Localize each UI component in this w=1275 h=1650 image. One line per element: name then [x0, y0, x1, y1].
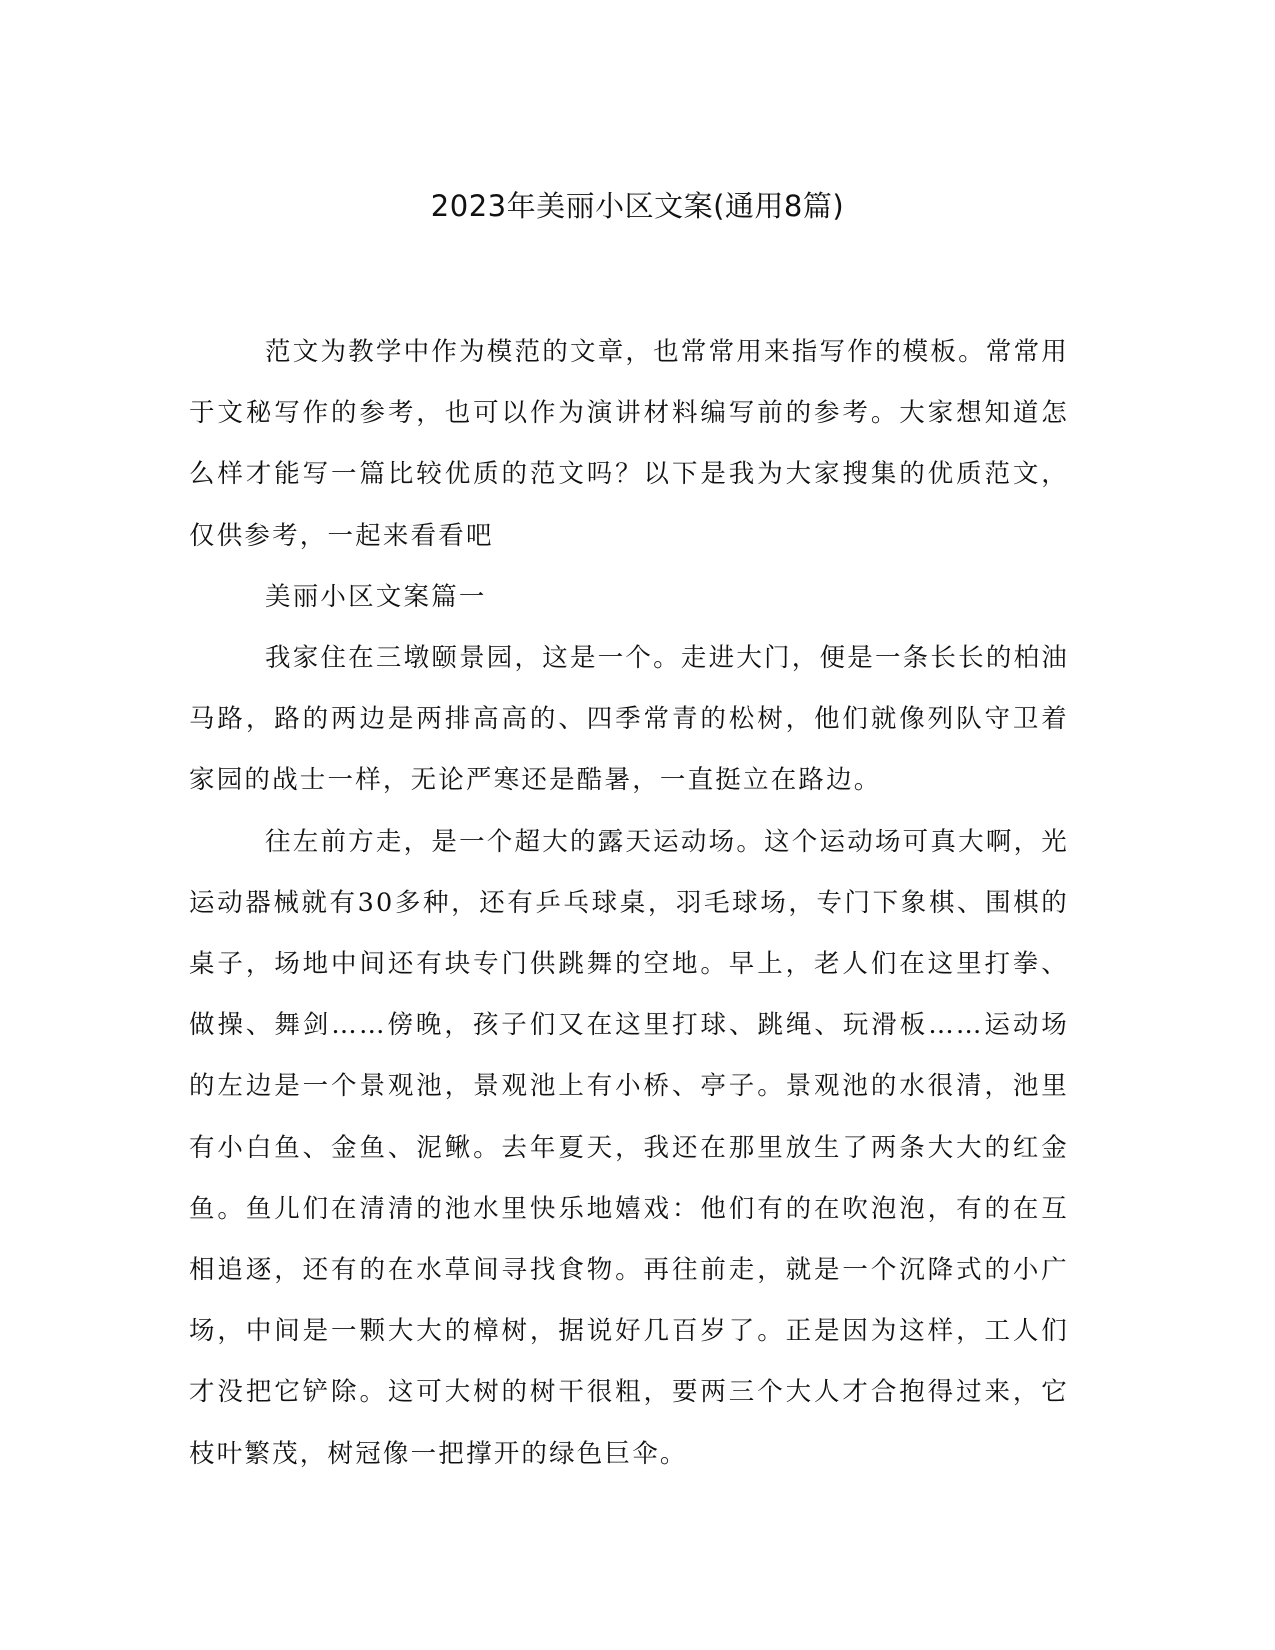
section-heading: 美丽小区文案篇一: [265, 581, 487, 612]
document-body: [189, 322, 1069, 1485]
intro-paragraph: 范文为教学中作为模范的文章，也常常用来指写作的模板。常常用于文秘写作的参考，也可以作为演讲材料编写前的参考。大家想知道怎么样才能写一篇比较优质的范文吗？以下是我为大家搜集的优质范文，仅供参考，一起来看看吧: [189, 337, 1069, 551]
body-paragraph-1: 我家住在三墩颐景园，这是一个。走进大门，便是一条长长的柏油马路，路的两边是两排高高的、四季常青的松树，他们就像列队守卫着家园的战士一样，无论严寒还是酷暑，一直挺立在路边。: [189, 643, 1069, 796]
document-title: 2023年美丽小区文案(通用8篇): [430, 189, 845, 223]
body-paragraph-2: 往左前方走，是一个超大的露天运动场。这个运动场可真大啊，光运动器械就有30多种，还有乒乓球桌，羽毛球场，专门下象棋、围棋的桌子，场地中间还有块专门供跳舞的空地。早上，老人们在这里打拳、做操、舞剑……傍晚，孩子们又在这里打球、跳绳、玩滑板……运动场的左边是一个景观池，景观池上有小桥、亭子。景观池的水很清，池里有小白鱼、金鱼、泥鳅。去年夏天，我还在那里放生了两条大大的红金鱼。鱼儿们在清清的池水里快乐地嬉戏：他们有的在吹泡泡，有的在互相追逐，还有的在水草间寻找食物。再往前走，就是一个沉降式的小广场，中间是一颗大大的樟树，据说好几百岁了。正是因为这样，工人们才没把它铲除。这可大树的树干很粗，要两三个大人才合抱得过来，它枝叶繁茂，树冠像一把撑开的绿色巨伞。: [189, 826, 1069, 1469]
